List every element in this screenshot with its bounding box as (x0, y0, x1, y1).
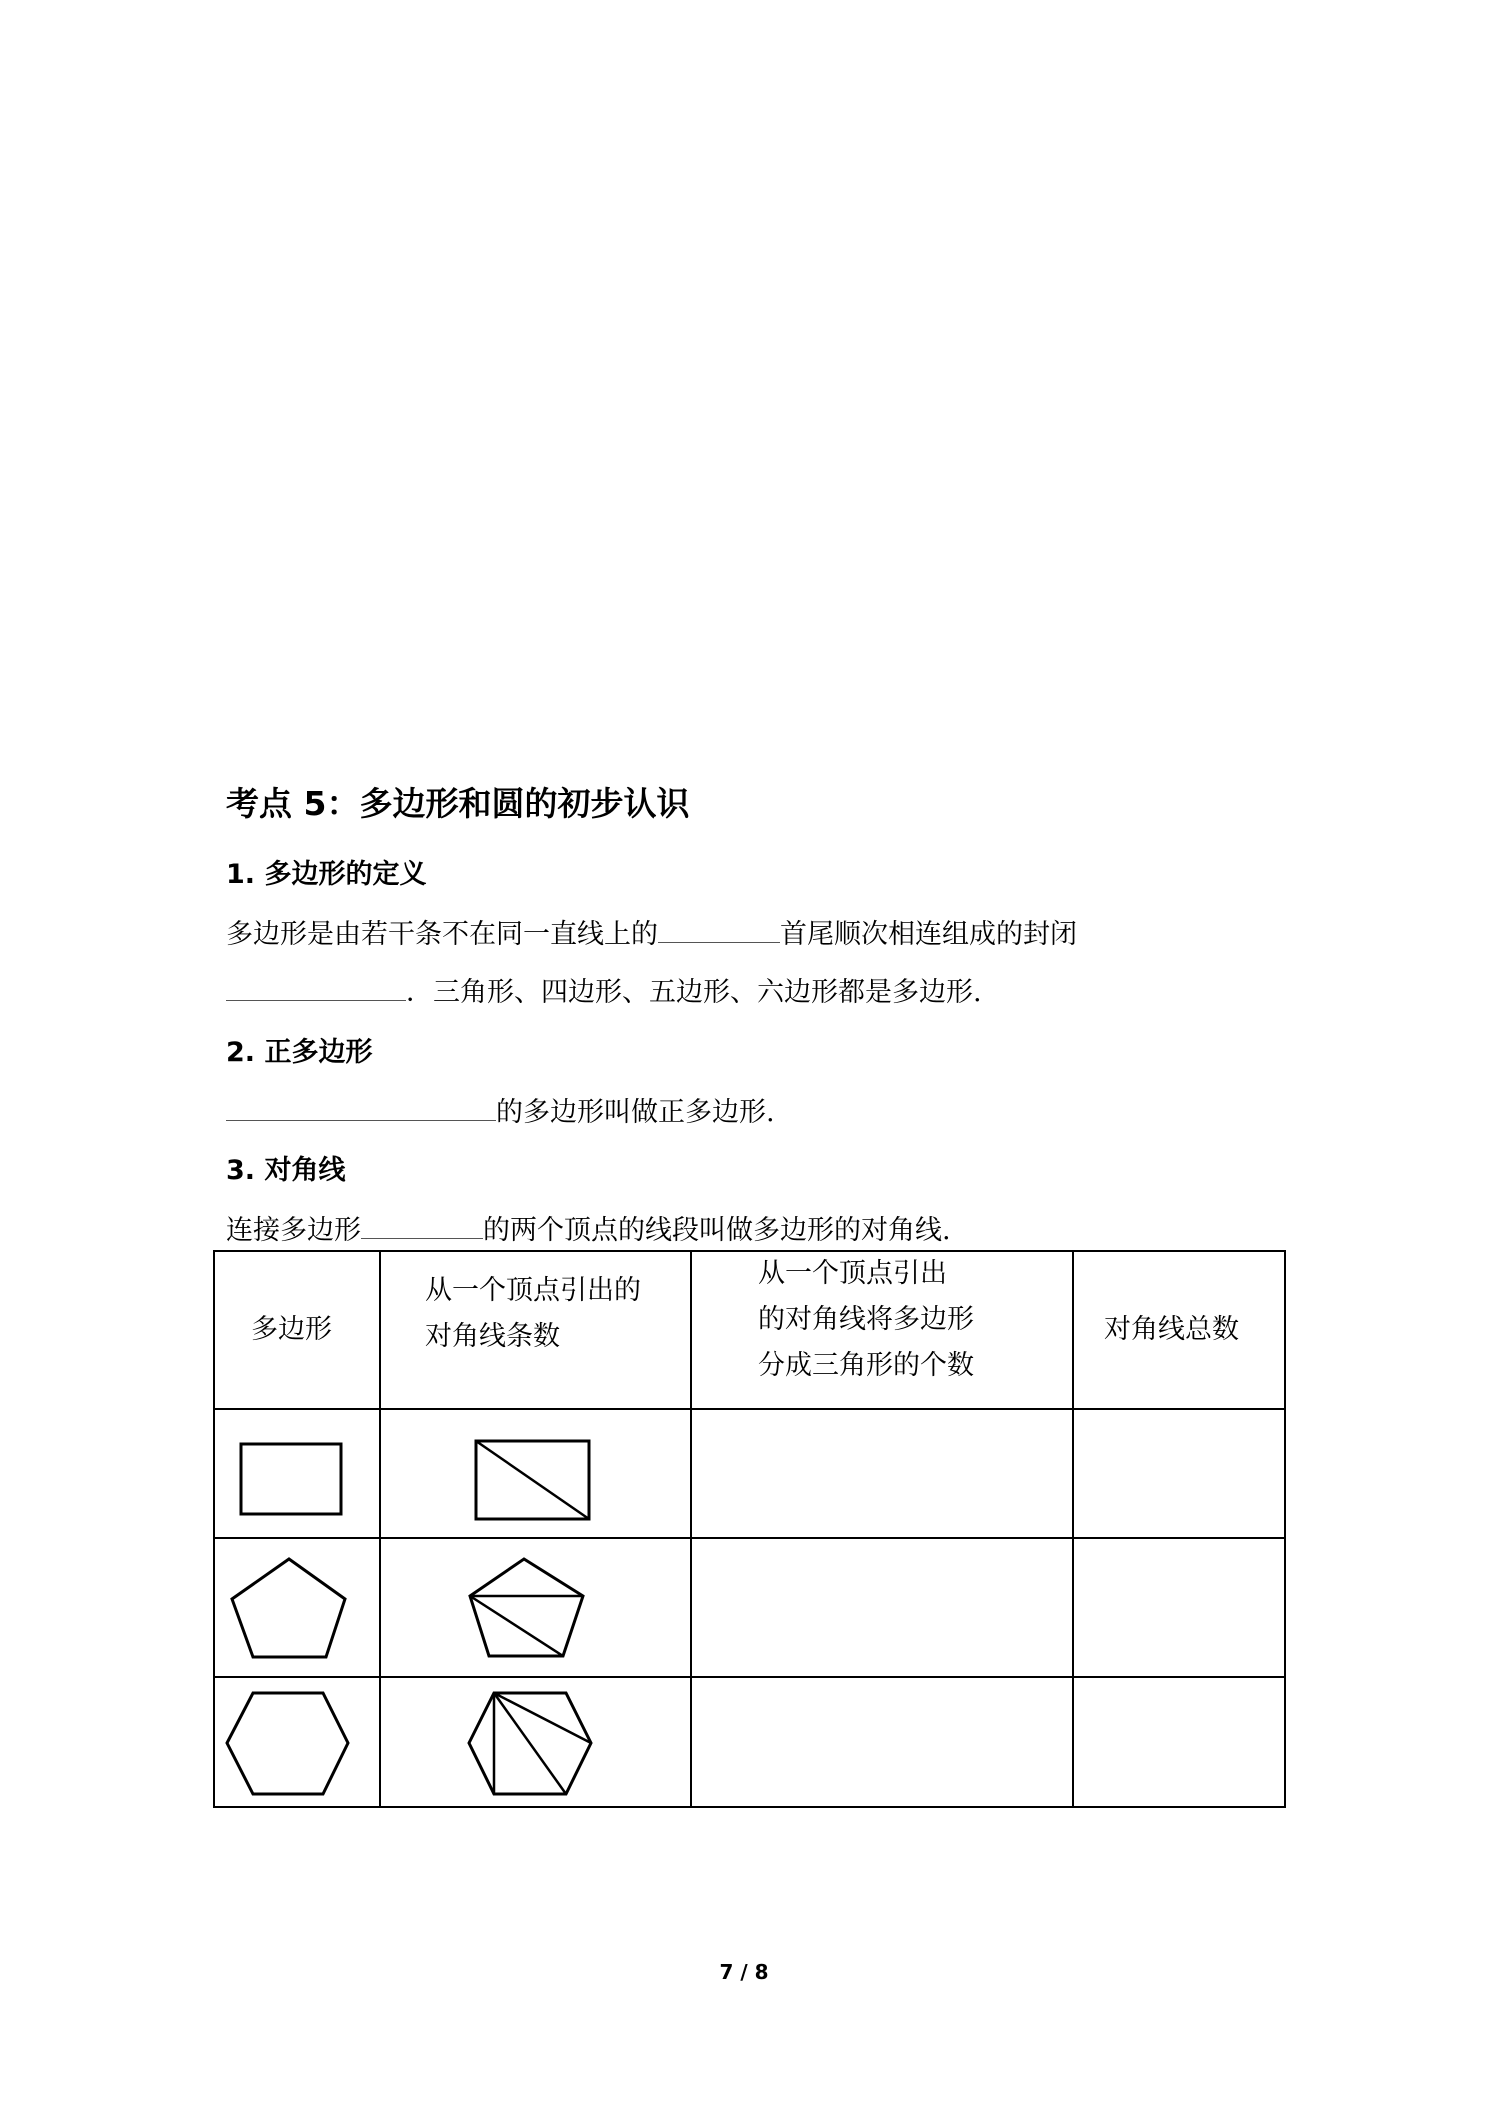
total-diagonals-cell[interactable] (1073, 1409, 1285, 1538)
diagonal-figure-cell (380, 1538, 691, 1677)
definition-text-b: 首尾顺次相连组成的封闭 (780, 919, 1077, 950)
rectangle-diagonals-icon (381, 1410, 690, 1537)
blank-1[interactable] (658, 918, 780, 943)
triangle-count-cell[interactable] (691, 1677, 1073, 1807)
heading-definition: 1. 多边形的定义 (226, 859, 427, 890)
section-title: 考点 5：多边形和圆的初步认识 (226, 784, 690, 823)
blank-3[interactable] (226, 1096, 496, 1121)
table-row (214, 1538, 1285, 1677)
diagonal-figure-cell (380, 1409, 691, 1538)
pentagon-icon (215, 1539, 379, 1676)
triangle-count-cell[interactable] (691, 1538, 1073, 1677)
page-number: 7 / 8 (719, 1960, 769, 1984)
diagonal-text-b: 的两个顶点的线段叫做多边形的对角线. (483, 1215, 951, 1246)
header-polygon: 多边形 (214, 1251, 380, 1409)
table-row (214, 1677, 1285, 1807)
diagonal-line (226, 1208, 951, 1247)
definition-line-1 (226, 912, 1077, 951)
shape-cell (214, 1409, 380, 1538)
definition-text-a: 多边形是由若干条不在同一直线上的 (226, 919, 658, 950)
total-diagonals-cell[interactable] (1073, 1538, 1285, 1677)
table-row (214, 1409, 1285, 1538)
rectangle-icon (215, 1410, 379, 1537)
diagonal-text-a: 连接多边形 (226, 1215, 361, 1246)
triangle-count-cell[interactable] (691, 1409, 1073, 1538)
blank-2[interactable] (226, 976, 406, 1001)
heading-regular-polygon: 2. 正多边形 (226, 1037, 373, 1068)
diagonal-table (213, 1250, 1286, 1808)
definition-line-2 (226, 970, 982, 1009)
pentagon-diagonals-icon (381, 1539, 690, 1676)
definition-text-c: ．三角形、四边形、五边形、六边形都是多边形. (406, 977, 982, 1008)
diagonal-figure-cell (380, 1677, 691, 1807)
table-header-row (214, 1251, 1285, 1409)
shape-cell (214, 1677, 380, 1807)
heading-diagonal: 3. 对角线 (226, 1155, 346, 1186)
shape-cell (214, 1538, 380, 1677)
blank-4[interactable] (361, 1214, 483, 1239)
hexagon-diagonals-icon (381, 1678, 690, 1806)
hexagon-icon (215, 1678, 379, 1806)
header-diagonals-from-vertex: 从一个顶点引出的 对角线条数 (380, 1251, 691, 1409)
total-diagonals-cell[interactable] (1073, 1677, 1285, 1807)
regular-polygon-line (226, 1090, 775, 1129)
header-triangle-count: 从一个顶点引出 的对角线将多边形 分成三角形的个数 (691, 1251, 1073, 1409)
regular-polygon-text: 的多边形叫做正多边形. (496, 1097, 775, 1128)
header-total-diagonals: 对角线总数 (1073, 1251, 1285, 1409)
